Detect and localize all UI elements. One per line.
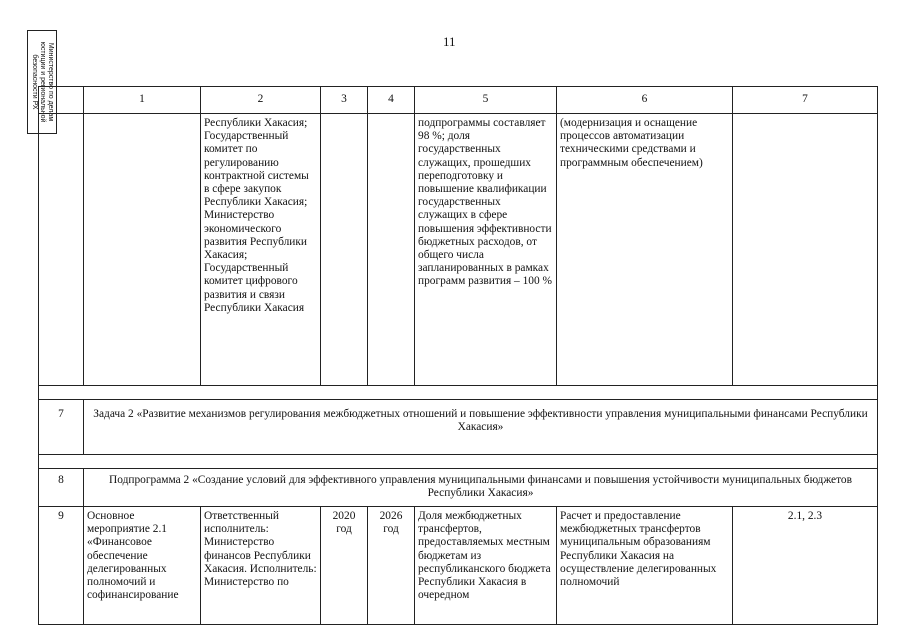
cell-start-year xyxy=(321,114,368,386)
cell-indicators: подпрограммы составляет 98 %; доля государственных служащих, прошедших переподготовку и повышение квалификации государственных служащих в сфере повышения эффективности бюджетных расходов, от общего числа запланированных в рамках программ развития – 100 % xyxy=(415,114,557,386)
header-cell-4: 4 xyxy=(368,87,415,114)
subprogram-text: Подпрограмма 2 «Создание условий для эффективного управления муниципальными финансами и повышения устойчивости муниципальных бюджетов Республики Хакасия» xyxy=(84,469,878,507)
header-cell-2: 2 xyxy=(201,87,321,114)
header-cell-7: 7 xyxy=(733,87,878,114)
task-num: 7 xyxy=(39,400,84,455)
event-executors: Ответственный исполнитель: Министерство финансов Республики Хакасия. Исполнитель: Министерство по xyxy=(201,507,321,625)
event-num: 9 xyxy=(39,507,84,625)
stamp-text: Министерство по делам юстиции и региональной безопасности РХ xyxy=(31,41,54,123)
cell-end-year xyxy=(368,114,415,386)
table-row-event xyxy=(39,507,878,625)
header-cell-1: 1 xyxy=(84,87,201,114)
event-indicators: Доля межбюджетных трансфертов, предоставляемых местным бюджетам из республиканского бюджета Республики Хакасия в очередном xyxy=(415,507,557,625)
header-row xyxy=(39,87,878,114)
program-table xyxy=(38,86,878,625)
event-start-year: 2020 год xyxy=(321,507,368,625)
cell-col1 xyxy=(84,114,201,386)
table-row-subprogram xyxy=(39,469,878,507)
header-cell-empty xyxy=(39,87,84,114)
header-cell-5: 5 xyxy=(415,87,557,114)
task-text: Задача 2 «Развитие механизмов регулирования межбюджетных отношений и повышение эффективности управления муниципальными финансами Республики Хакасия» xyxy=(84,400,878,455)
header-cell-6: 6 xyxy=(557,87,733,114)
event-title: Основное мероприятие 2.1 «Финансовое обеспечение делегированных полномочий и софинансирование xyxy=(84,507,201,625)
cell-links xyxy=(733,114,878,386)
event-end-year: 2026 год xyxy=(368,507,415,625)
table-row-continuation xyxy=(39,114,878,386)
cell-activities: (модернизация и оснащение процессов автоматизации техническими средствами и программным обеспечением) xyxy=(557,114,733,386)
page-number: 11 xyxy=(443,34,456,49)
subprogram-num: 8 xyxy=(39,469,84,507)
event-activities: Расчет и предоставление межбюджетных трансфертов муниципальным образованиям Республики Хакасия на осуществление делегированных полномочий xyxy=(557,507,733,625)
cell-executors: Республики Хакасия; Государственный комитет по регулированию контрактной системы в сфере закупок Республики Хакасия; Министерство экономического развития Республики Хакасия; Государственный комитет цифрового развития и связи Республики Хакасия xyxy=(201,114,321,386)
cell-num xyxy=(39,114,84,386)
table-row-task xyxy=(39,400,878,455)
row-spacer xyxy=(39,386,878,400)
header-cell-3: 3 xyxy=(321,87,368,114)
event-links: 2.1, 2.3 xyxy=(733,507,878,625)
row-spacer xyxy=(39,455,878,469)
